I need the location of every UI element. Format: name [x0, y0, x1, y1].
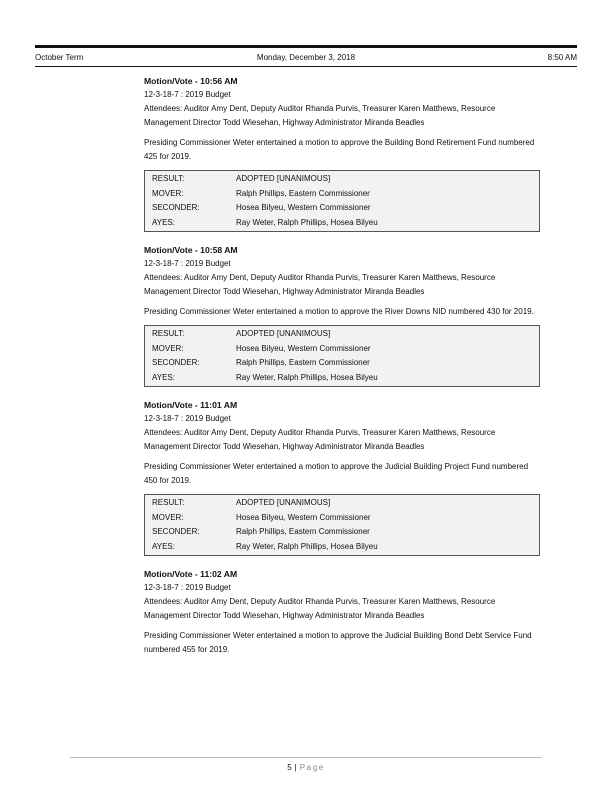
- ayes-row: [152, 371, 533, 386]
- mover-label: MOVER:: [152, 188, 184, 198]
- motion-statement: Presiding Commissioner Weter entertained a motion to approve the Judicial Building Project Fund numbered 450 for 2019.: [144, 462, 529, 485]
- mover-label: MOVER:: [152, 343, 184, 353]
- result-row: [152, 327, 533, 342]
- ayes-value: Ray Weter, Ralph Phillips, Hosea Bilyeu: [236, 372, 378, 382]
- mover-row: [152, 187, 533, 202]
- ayes-value: Ray Weter, Ralph Phillips, Hosea Bilyeu: [236, 541, 378, 551]
- seconder-value: Ralph Phillips, Eastern Commissioner: [236, 527, 370, 536]
- footer-rule: [70, 757, 542, 758]
- header-time: 8:50 AM: [547, 53, 577, 62]
- header-date: Monday, December 3, 2018: [256, 53, 356, 62]
- result-row: [152, 496, 533, 511]
- motion-budget: 12-3-18-7 : 2019 Budget: [144, 414, 231, 423]
- header-rule-bottom: [35, 66, 577, 67]
- motion-attendees: Attendees: Auditor Amy Dent, Deputy Auditor Rhanda Purvis, Treasurer Karen Matthews, Resource Management Director Todd Wiesehan, Highway Administrator Miranda Beadles: [144, 597, 496, 620]
- mover-row: [152, 342, 533, 357]
- ayes-row: [152, 540, 533, 555]
- ayes-label: AYES:: [152, 541, 175, 551]
- motion-budget: 12-3-18-7 : 2019 Budget: [144, 583, 231, 592]
- motion-entry: [144, 243, 540, 387]
- mover-value: Hosea Bilyeu, Western Commissioner: [236, 343, 371, 353]
- seconder-label: SECONDER:: [152, 358, 200, 367]
- motion-title: Motion/Vote - 11:01 AM: [144, 400, 238, 410]
- motion-statement: Presiding Commissioner Weter entertained a motion to approve the Judicial Building Bond Debt Service Fund numbered 455 for 2019.: [144, 631, 532, 654]
- ayes-label: AYES:: [152, 372, 175, 382]
- vote-result-box: [144, 494, 540, 556]
- result-row: [152, 172, 533, 187]
- motion-title: Motion/Vote - 10:58 AM: [144, 245, 238, 255]
- result-label: RESULT:: [152, 174, 185, 183]
- motion-budget: 12-3-18-7 : 2019 Budget: [144, 259, 231, 268]
- vote-result-box: [144, 170, 540, 232]
- motion-attendees: Attendees: Auditor Amy Dent, Deputy Auditor Rhanda Purvis, Treasurer Karen Matthews, Resource Management Director Todd Wiesehan, Highway Administrator Miranda Beadles: [144, 104, 496, 127]
- motion-budget: 12-3-18-7 : 2019 Budget: [144, 90, 231, 99]
- seconder-row: [152, 201, 533, 216]
- page-footer: [0, 762, 612, 774]
- motion-attendees: Attendees: Auditor Amy Dent, Deputy Auditor Rhanda Purvis, Treasurer Karen Matthews, Resource Management Director Todd Wiesehan, Highway Administrator Miranda Beadles: [144, 428, 496, 451]
- ayes-value: Ray Weter, Ralph Phillips, Hosea Bilyeu: [236, 217, 378, 227]
- seconder-value: Ralph Phillips, Eastern Commissioner: [236, 358, 370, 367]
- vote-result-box: [144, 325, 540, 387]
- result-label: RESULT:: [152, 498, 185, 507]
- motion-title: Motion/Vote - 10:56 AM: [144, 76, 238, 86]
- page-header: [35, 52, 577, 64]
- motion-statement: Presiding Commissioner Weter entertained a motion to approve the Building Bond Retirement Fund numbered 425 for 2019.: [144, 138, 535, 161]
- result-label: RESULT:: [152, 329, 185, 338]
- motion-entry: [144, 74, 540, 232]
- header-rule-top: [35, 45, 577, 48]
- mover-label: MOVER:: [152, 512, 184, 522]
- motion-title: Motion/Vote - 11:02 AM: [144, 569, 238, 579]
- mover-value: Hosea Bilyeu, Western Commissioner: [236, 512, 371, 522]
- mover-value: Ralph Phillips, Eastern Commissioner: [236, 188, 370, 198]
- result-value: ADOPTED [UNANIMOUS]: [236, 174, 331, 183]
- result-value: ADOPTED [UNANIMOUS]: [236, 498, 331, 507]
- result-value: ADOPTED [UNANIMOUS]: [236, 329, 331, 338]
- ayes-label: AYES:: [152, 217, 175, 227]
- seconder-value: Hosea Bilyeu, Western Commissioner: [236, 203, 371, 212]
- page-separator: |: [294, 763, 297, 772]
- motion-attendees: Attendees: Auditor Amy Dent, Deputy Auditor Rhanda Purvis, Treasurer Karen Matthews, Resource Management Director Todd Wiesehan, Highway Administrator Miranda Beadles: [144, 273, 496, 296]
- seconder-label: SECONDER:: [152, 203, 200, 212]
- seconder-row: [152, 356, 533, 371]
- motion-entry: [144, 398, 540, 556]
- header-term: October Term: [35, 53, 84, 62]
- motion-statement: Presiding Commissioner Weter entertained a motion to approve the River Downs NID numbered 430 for 2019.: [144, 307, 534, 316]
- page-word: Page: [299, 763, 325, 772]
- minutes-content: [144, 74, 540, 668]
- motion-entry: [144, 567, 540, 657]
- ayes-row: [152, 216, 533, 231]
- seconder-label: SECONDER:: [152, 527, 200, 536]
- seconder-row: [152, 525, 533, 540]
- mover-row: [152, 511, 533, 526]
- page-number: 5: [287, 763, 292, 772]
